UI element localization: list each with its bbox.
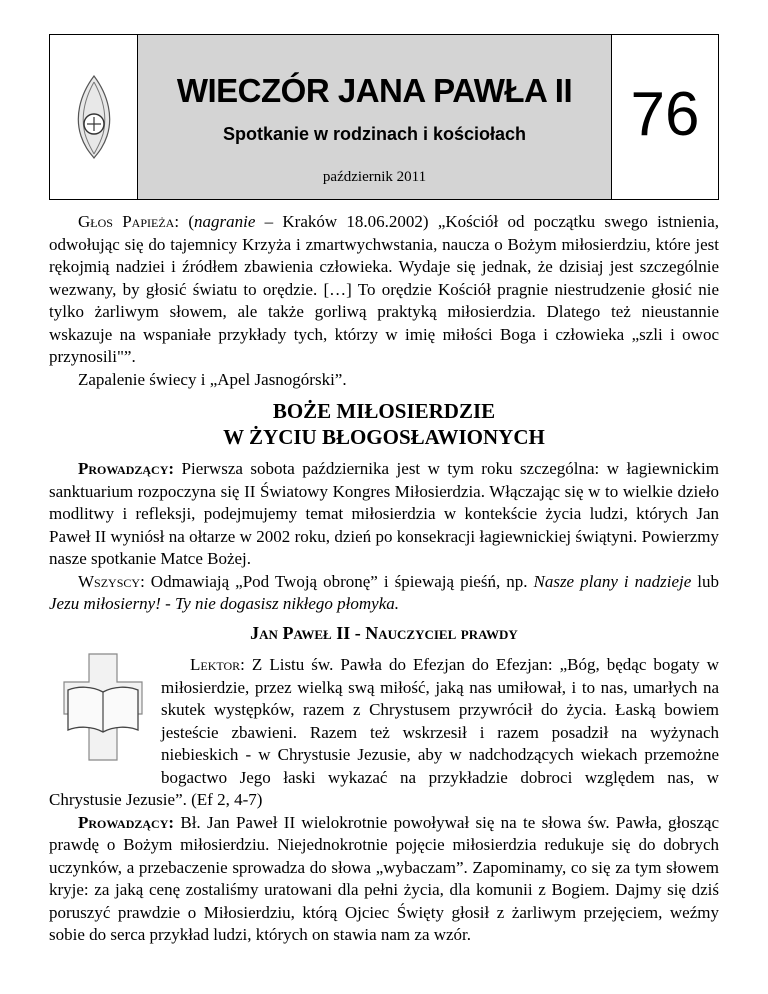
logo-cell <box>50 35 138 199</box>
prowadzacy-paragraph-2 <box>49 812 719 947</box>
song-2: Jezu miłosierny! - Ty nie dogasisz nikłego płomyka. <box>49 594 400 613</box>
main-heading-line2: W ŻYCIU BŁOGOSŁAWIONYCH <box>223 425 545 449</box>
icon-space <box>49 654 161 779</box>
section-heading: Jan Paweł II - Nauczyciel prawdy <box>250 623 518 643</box>
lektor-body: : Z Listu św. Pawła do Efezjan do Efezjan: „Bóg, będąc bogaty w miłosierdzie, przez wielką swą miłość, jaką nas umiłował, i to nas, umarłych na skutek występków, razem z Chrystusem przywrócił do życia. Łaską bowiem jesteście zbawieni. Razem też wskrzesił i razem posadził na wyżynach niebieskich - w Chrystusie Jezusie, aby w nadchodzących wiekach przemożne bogactwo Jego łaski wykazać na przykładzie dobroci względem nas, w Chrystusie Jezusie”. (Ef 2, 4-7) <box>49 655 719 809</box>
lektor-label: Lektor <box>190 655 241 674</box>
title-cell <box>138 35 612 199</box>
song-1: Nasze plany i nadzieje <box>533 571 692 591</box>
glos-colon: : ( <box>174 212 194 231</box>
glos-papieza-section <box>49 211 719 391</box>
glos-label: Głos Papieża <box>78 212 175 231</box>
issue-number-cell <box>612 35 718 199</box>
prowadzacy-body-1: Pierwsza sobota października jest w tym roku szczególna: w łagiewnickim sanktuarium rozpoczyna się II Światowy Kongres Miłosierdzia. Włączając się w to wielkie dzieło modlitwy i refleksji, podejmujemy temat miłosierdzia w kontekście życia ludzi, których Jan Paweł II wyniósł na ołtarze w 2002 roku, dzień po konsekracji łagiewnickiej świątyni. Powierzmy nasze spotkanie Matce Bożej. <box>49 459 719 568</box>
prowadzacy-body-2: Bł. Jan Paweł II wielokrotnie powoływał się na te słowa św. Pawła, głosząc prawdę o Bożym miłosierdziu. Niejednokrotnie pojęcie miłosierdzia redukuje się do dobrych uczynków, a przebaczenie sprowadza do słowa „wybaczam”. Zapominamy, co się za tym słowem kryje: za jaką cenę zostaliśmy uratowani dla pełni życia, dla komunii z Bogiem. Dajmy się dziś poruszyć prawdzie o Miłosierdziu, którą Ojciec Święty głosił z żarliwym przejęciem, weźmy sobie do serca przykład ludzi, których on stawia nam za wzór. <box>49 812 719 944</box>
wszyscy-mid: lub <box>691 571 719 591</box>
wszyscy-label: Wszyscy <box>78 571 141 591</box>
prowadzacy-label-1: Prowadzący: <box>78 459 175 478</box>
main-heading-line1: BOŻE MIŁOSIERDZIE <box>272 399 496 423</box>
prowadzacy-paragraph-1 <box>49 458 719 571</box>
main-heading <box>49 398 719 450</box>
prowadzacy-section-1 <box>49 458 719 616</box>
candle-paragraph: Zapalenie świecy i „Apel Jasnogórski”. <box>78 369 347 389</box>
issue-number: 76 <box>630 80 700 149</box>
issue-date: październik 2011 <box>322 169 427 185</box>
glos-body: – Kraków 18.06.2002) „Kościół od początku swego istnienia, odwołując się do tajemnicy Krzyża i zmartwychwstania, naucza o Bożym miłosierdziu, które jest rękojmią nadziei i źródłem zbawienia człowieka. Wydaje się jednak, że dzisiaj jest szczególnie wezwany, by głosić światu to orędzie. […] To orędzie Kościół pragnie niestrudzenie głosić nie tylko żarliwym słowem, ale także gorliwą praktyką miłosierdzia. Dlatego też nieustannie wskazuje na wspaniałe przykłady tych, którzy w imię miłości Boga i człowieka „szli i owoc przynosili"”. <box>49 212 719 366</box>
header-box <box>49 34 719 200</box>
lektor-section <box>49 654 719 947</box>
glos-papieza-paragraph <box>49 211 719 369</box>
prowadzacy-label-2: Prowadzący: <box>78 812 175 832</box>
wszyscy-paragraph <box>49 571 719 616</box>
glos-nagranie: nagranie <box>193 212 256 231</box>
candle-flame-logo-icon <box>71 74 117 160</box>
newsletter-title: WIECZÓR JANA PAWŁA II <box>176 72 573 109</box>
wszyscy-body: : Odmawiają „Pod Twoją obronę” i śpiewają pieśń, np. <box>140 571 534 591</box>
newsletter-subtitle: Spotkanie w rodzinach i kościołach <box>222 124 527 144</box>
